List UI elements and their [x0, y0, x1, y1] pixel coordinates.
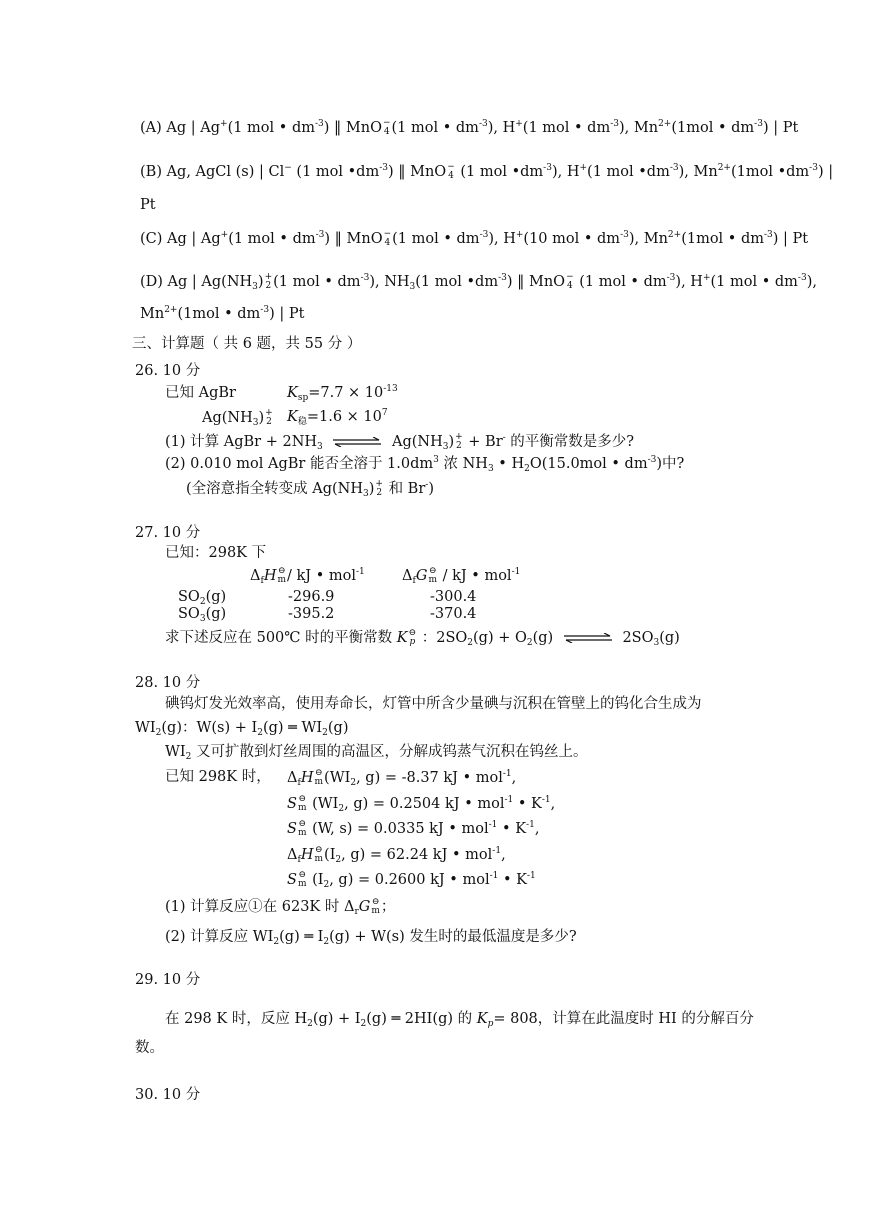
q27-row-so2: $SO_2(g)$ [178, 589, 227, 607]
q26-complex: $Ag(NH_3)$ + 2 [202, 408, 273, 428]
q27-row-so3: $SO_3(g)$ [178, 606, 227, 624]
q26-ksp: $K_{sp}=7.7 \times 10^{-13}$ [287, 384, 398, 403]
option-d: (D) Ag | $Ag(NH_3)$ + 2 (1 mol • $dm^{-3}$), $NH_3(1$ mol $•dm^{-3}$) ‖ MnO − 4 (1 mol • $dm^{-3}$), H+(1 mol • $dm^{-3}$), [140, 272, 817, 292]
q26-known-agbr: 已知 AgBr [165, 385, 236, 401]
q27-row-so3-g: -370.4 [430, 606, 477, 622]
section-title: 三、计算题（ 共 6 题，共 55 分 ） [132, 336, 362, 352]
q27-table-header: $\Delta_fH$ ⊖ m / kJ • mol$^{-1}$ $\Delta_fG$ ⊖ m / kJ • mol$^{-1}$ [250, 566, 521, 586]
q28-s-i2: S ⊖ m ($I_2$, g) = 0.2600 kJ • mol$^{-1}$ • $K^{-1}$ [287, 870, 536, 890]
q28-known: 已知 298K 时， [165, 769, 271, 785]
q28-dh-wi2: $\Delta_fH$ ⊖ m ($WI_2$, g) = -8.37 kJ • mol$^{-1}$, [287, 768, 517, 788]
q27-known: 已知：298K 下 [165, 545, 267, 561]
q27-row-so2-g: -300.4 [430, 589, 477, 605]
option-c: (C) Ag | Ag+(1 mol • $dm^{-3}$) ‖ MnO − 4 (1 mol • $dm^{-3}$), H+(10 mol • $dm^{-3}$), $Mn^{2+}(1mol$ • $dm^{-3}$) | Pt [140, 229, 809, 248]
equilibrium-arrow-icon [331, 437, 383, 447]
q28-s-w: S ⊖ m (W, s) = 0.0335 kJ • mol$^{-1}$ • $K^{-1}$, [287, 819, 540, 838]
q27-row-so3-h: -395.2 [288, 606, 335, 622]
q26-head: 26. 10 分 [135, 363, 201, 379]
q28-question-2: (2) 计算反应 $WI_2(g)$ ═ $I_2(g) + W(s)$ 发生时的最低温度是多少? [165, 929, 577, 947]
q26-question-1: (1) 计算 AgBr + $2NH_3$ $Ag(NH_3)$ + 2 + Br- 的平衡常数是多少? [165, 432, 635, 452]
option-b-cont: Pt [140, 197, 156, 213]
option-d-cont: $Mn^{2+}(1mol$ • $dm^{-3}$) | Pt [140, 305, 305, 322]
q28-question-1: (1) 计算反应①在 623K 时 $\Delta_rG$ ⊖ m ； [165, 897, 396, 917]
equilibrium-arrow-icon [562, 633, 614, 643]
q29-head: 29. 10 分 [135, 972, 201, 988]
q28-para-1: 碘钨灯发光效率高，使用寿命长，灯管中所含少量碘与沉积在管壁上的钨化合生成为 [165, 696, 702, 712]
q28-s-wi2: S ⊖ m ($WI_2$, g) = 0.2504 kJ • mol$^{-1}$ • $K^{-1}$, [287, 794, 556, 814]
q26-note: (全溶意指全转变成 $Ag(NH_3)$ + 2 和 Br-) [186, 479, 434, 499]
q28-para-2: $WI_2(g)$：$W(s) + I_2(g)$ ═ $WI_2(g)$ [135, 720, 349, 738]
q28-head: 28. 10 分 [135, 675, 201, 691]
option-a: (A) Ag | Ag+(1 mol • $dm^{-3}$) ‖ MnO − 4 (1 mol • $dm^{-3}$), H+(1 mol • $dm^{-3}$), $Mn^{2+}(1mol$ • $dm^{-3}$) | Pt [140, 118, 799, 137]
q26-kw: $K_稳=1.6 \times 10^7$ [287, 408, 388, 427]
q29-para-1: 在 298 K 时，反应 $H_2(g) + I_2(g)$ ═ 2HI(g) 的 $K_p= 808$，计算在此温度时 HI 的分解百分 [165, 1011, 754, 1029]
q27-head: 27. 10 分 [135, 525, 201, 541]
q28-dh-i2: $\Delta_fH$ ⊖ m ($I_2$, g) = 62.24 kJ • mol$^{-1}$, [287, 845, 506, 865]
q29-para-2: 数。 [135, 1040, 164, 1056]
q27-row-so2-h: -296.9 [288, 589, 335, 605]
q28-para-3: $WI_2$ 又可扩散到灯丝周围的高温区，分解成钨蒸气沉积在钨丝上。 [165, 744, 588, 762]
q30-head: 30. 10 分 [135, 1087, 201, 1103]
q27-ask: 求下述反应在 500℃ 时的平衡常数 K ⊖ p ：$2SO_2(g) + O_2(g)$ $2SO_3(g)$ [165, 628, 680, 648]
option-b: (B) Ag, AgCl (s) | Cl− (1 mol $•dm^{-3}$) ‖ MnO − 4 (1 mol $•dm^{-3}$), H+(1 mol $•dm^{-3}$), $Mn^{2+}(1mol$ $•dm^{-3}$) | [140, 162, 834, 181]
q26-question-2: (2) 0.010 mol AgBr 能否全溶于 $1.0dm^3$ 浓 $NH_3$ • $H_2O(15.0mol$ • $dm^{-3}$)中? [165, 455, 685, 474]
